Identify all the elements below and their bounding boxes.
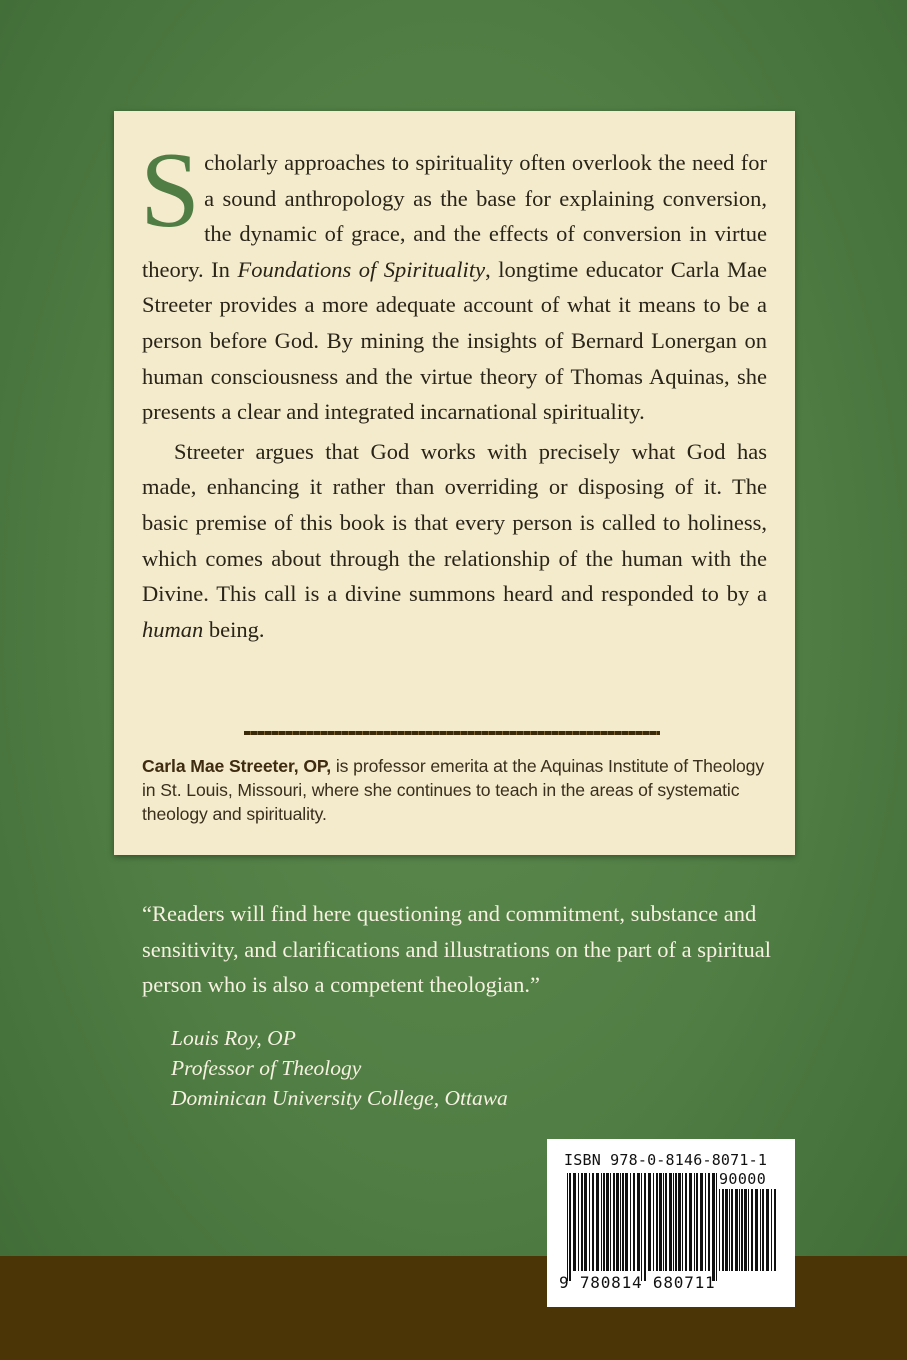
author-bio-text: is professor emerita at the Aquinas Institute of Theology in St. Louis, Missouri, where she continues to teach in the areas of systematic theology and spirituality.	[142, 756, 765, 824]
barcode-bar	[659, 1173, 662, 1271]
book-description	[140, 131, 767, 647]
barcode-bar	[601, 1173, 602, 1271]
barcode-bar	[675, 1173, 677, 1271]
author-name: Carla Mae Streeter, OP,	[142, 756, 332, 776]
barcode-bar	[589, 1173, 590, 1271]
barcode-bar	[573, 1173, 576, 1271]
barcode-bar	[622, 1173, 624, 1271]
barcode-bar	[748, 1189, 749, 1271]
endorsement-quote: “Readers will find here questioning and commitment, substance and sensitivity, and clarifications and illustrations on the part of a spiritual person who is also a competent theologian.”	[142, 901, 772, 998]
barcode-bar	[682, 1173, 683, 1271]
barcode-bar	[584, 1173, 587, 1271]
description-panel	[114, 111, 795, 855]
barcode-bar	[689, 1173, 692, 1271]
isbn-barcode	[547, 1139, 795, 1307]
barcode-bar	[716, 1173, 717, 1281]
barcode-bar	[625, 1173, 628, 1271]
barcode-bar	[596, 1173, 599, 1271]
barcode-bar	[653, 1173, 654, 1271]
endorser-role: Professor of Theology	[171, 1056, 362, 1080]
barcode-bar	[696, 1173, 698, 1271]
barcode-bar	[648, 1173, 651, 1271]
barcode-bar	[616, 1173, 619, 1271]
barcode-bar	[578, 1173, 579, 1271]
barcode-bar	[739, 1189, 740, 1271]
barcode-bar	[735, 1189, 738, 1271]
barcode-bar	[685, 1173, 687, 1271]
barcode-bar	[755, 1189, 758, 1271]
barcode-bar	[669, 1173, 672, 1271]
barcode-bar	[766, 1189, 769, 1271]
barcode-bar	[744, 1189, 747, 1271]
barcode-bar	[762, 1189, 764, 1271]
endorsement-attribution	[171, 1023, 691, 1113]
barcode-bar	[771, 1189, 772, 1271]
endorser-institution: Dominican University College, Ottawa	[171, 1086, 508, 1110]
barcode-bar	[592, 1173, 594, 1271]
barcode-bar	[620, 1173, 621, 1271]
isbn-label: ISBN 978-0-8146-8071-1	[564, 1151, 768, 1169]
ean-barcode-bars	[567, 1173, 717, 1281]
barcode-bar	[663, 1173, 664, 1271]
barcode-bar	[678, 1173, 681, 1271]
barcode-bar	[641, 1173, 642, 1281]
barcode-bar	[656, 1173, 658, 1271]
barcode-bar	[694, 1173, 695, 1271]
barcode-bar	[705, 1173, 706, 1271]
description-paragraph-2	[142, 434, 767, 648]
barcode-bar	[722, 1189, 724, 1271]
barcode-bar	[774, 1189, 776, 1271]
barcode-bar	[581, 1173, 583, 1271]
barcode-bar	[603, 1173, 605, 1271]
description-paragraph-1-lead: cholarly approaches to spirituality often overlook the need for a sound anthropology as the base for explaining conversion, the dynamic of grace, and the effects of conversion in virtue theory. In	[142, 150, 767, 282]
barcode-bar	[665, 1173, 667, 1271]
barcode-bar	[569, 1173, 571, 1281]
barcode-bar	[712, 1173, 715, 1281]
description-paragraph-2-lead: Streeter argues that God works with precisely what God has made, enhancing it rather than overriding or disposing of it. The basic premise of this book is that every person is called to holiness, which comes about through the relationship of the human with the Divine. This call is a divine summons heard and responded to by a	[142, 438, 767, 607]
author-bio	[142, 754, 782, 826]
book-title-reference: Foundations of Spirituality	[237, 256, 486, 282]
description-paragraph-1	[140, 131, 767, 430]
description-paragraph-2-end: being.	[203, 616, 265, 642]
section-divider	[244, 731, 660, 735]
barcode-bar	[673, 1173, 674, 1271]
barcode-bar	[613, 1173, 615, 1271]
barcode-bar	[700, 1173, 703, 1271]
barcode-bar	[610, 1173, 611, 1271]
barcode-bar	[708, 1173, 710, 1271]
ean-digits: 9 780814 680711	[559, 1273, 716, 1292]
barcode-bar	[760, 1189, 761, 1271]
barcode-bar	[751, 1189, 753, 1271]
price-addon-code: 90000	[719, 1170, 767, 1188]
drop-cap: S	[140, 131, 201, 250]
barcode-bar	[567, 1173, 568, 1281]
barcode-bar	[633, 1173, 635, 1271]
barcode-bar	[630, 1173, 631, 1271]
barcode-bar	[606, 1173, 609, 1271]
barcode-bar	[644, 1173, 646, 1281]
description-paragraph-1-rest: , longtime educator Carla Mae Streeter provides a more adequate account of what it means to be a person before God. By mining the insights of Bernard Lonergan on human consciousness and the virtue theory of Thomas Aquinas, she presents a clear and integrated incarnational spirituality.	[142, 256, 767, 425]
endorser-name: Louis Roy, OP	[171, 1026, 296, 1050]
barcode-bar	[731, 1189, 733, 1271]
barcode-bar	[719, 1189, 720, 1271]
barcode-bar	[725, 1189, 728, 1271]
barcode-bar	[637, 1173, 640, 1271]
barcode-bar	[741, 1189, 743, 1271]
emphasis-human: human	[142, 616, 204, 642]
barcode-bar	[729, 1189, 730, 1271]
addon-barcode-bars	[719, 1189, 777, 1281]
